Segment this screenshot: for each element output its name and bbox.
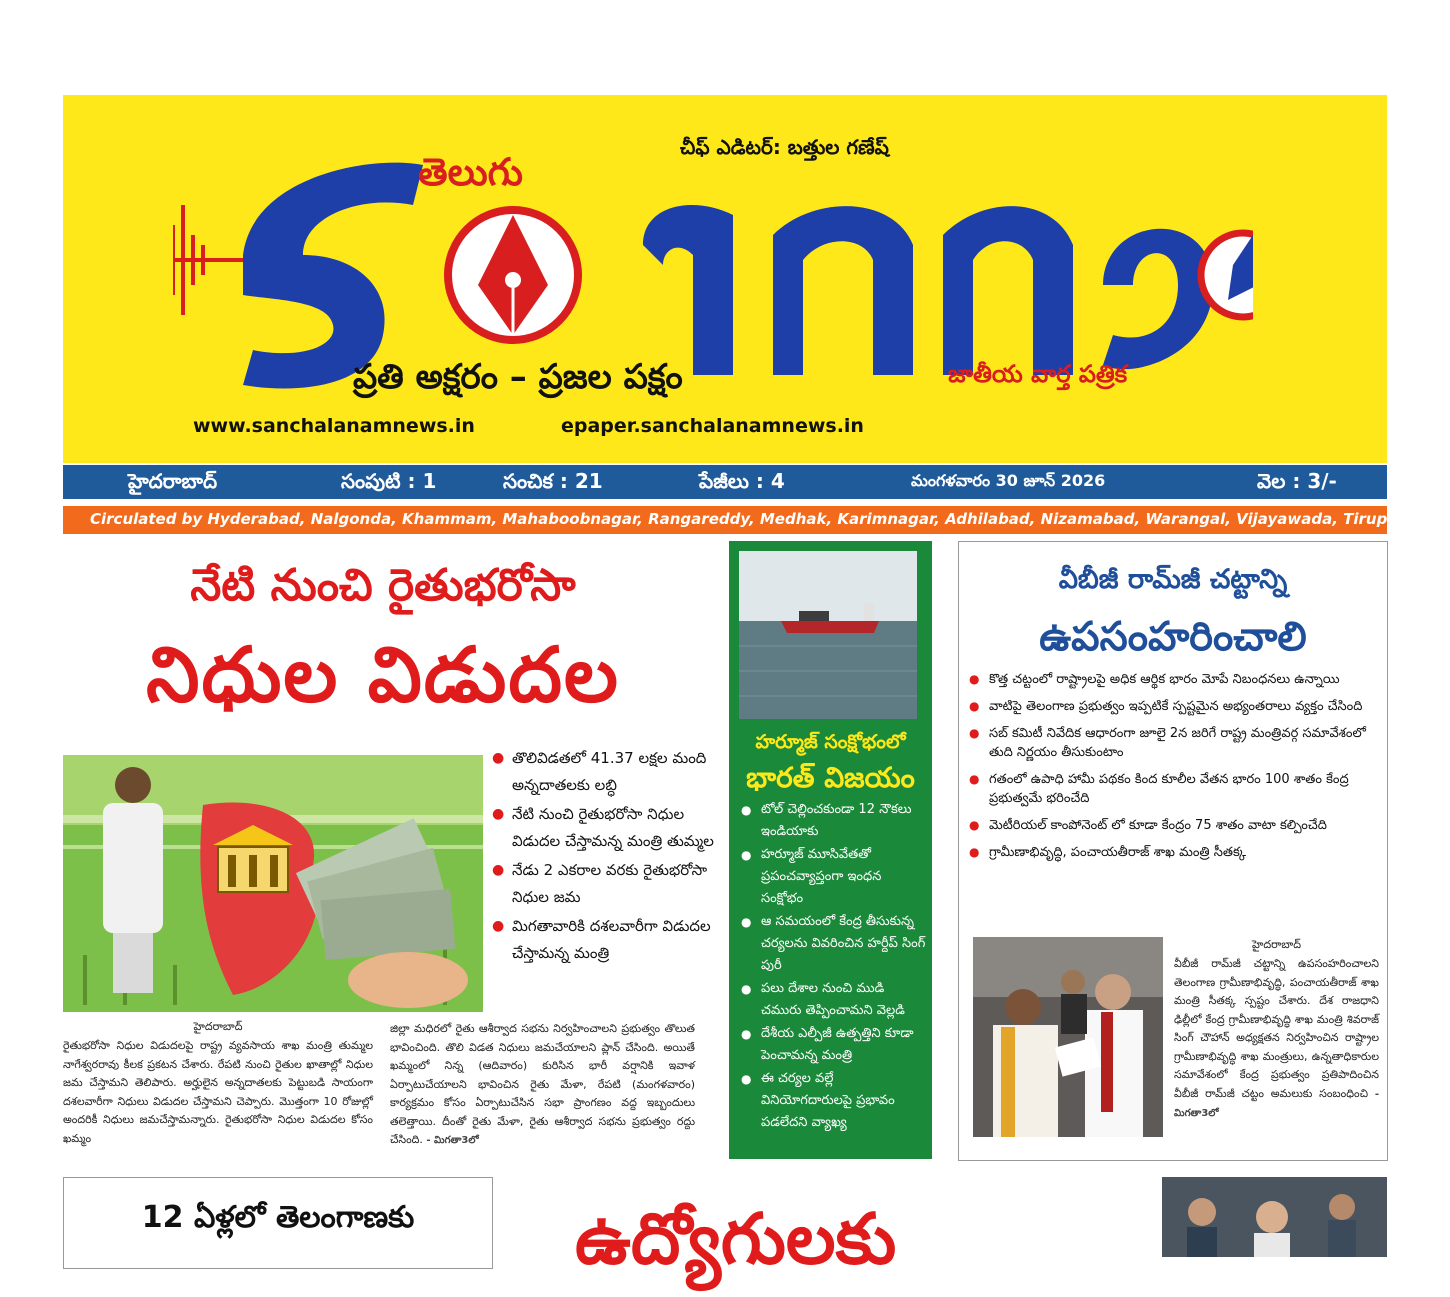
masthead-national-label: జాతీయ వార్త పత్రిక (948, 360, 1128, 388)
lead-bullets (490, 745, 715, 969)
pen-nib-circle-icon (1201, 205, 1253, 317)
circulation-text: Circulated by Hyderabad, Nalgonda, Khammam, Mahaboobnagar, Rangareddy, Medhak, Karimnagar, Adhilabad, Nizamabad, Warangal, Vijayawada, Tirupathi (90, 510, 1421, 528)
lead-body-col1: రైతుభరోసా నిధుల విడుదలపై రాష్ట్ర వ్యవసాయ శాఖ మంత్రి తుమ్మల నాగేశ్వరరావు కీలక ప్రకటన చేశారు. రేపటి నుంచి రైతుల ఖాతాల్లో నిధుల జమ చేస్తామని తెలిపారు. అర్హులైన అన్నదాతలకు పెట్టుబడి సాయంగా దశలవారీగా నిధులు విడుదల చేస్తామని చెప్పారు. మొత్తంగా 10 రోజుల్లో అందరికీ నిధులు జమచేస్తామన్నారు. రైతుభరోసా నిధుల విడుదల కోసం ఖమ్మం (63, 1039, 373, 1145)
lead-body-col2 (390, 1020, 695, 1151)
ship-photo (739, 551, 917, 719)
list-item: ● తొలివిడతలో 41.37 లక్షల మంది అన్నదాతలకు లబ్ధి (490, 745, 715, 799)
lead-dateline: హైదరాబాద్ (193, 1020, 243, 1033)
masthead-tagline: ప్రతి అక్షరం – ప్రజల పక్షం (353, 357, 683, 397)
list-item: ● నేడు 2 ఎకరాల వరకు రైతుభరోసా నిధుల జమ (490, 857, 715, 911)
list-item: ● గ్రామీణాభివృద్ధి, పంచాయతీరాజ్ శాఖ మంత్రి సీతక్క (967, 843, 1377, 862)
lead-headline-line2: నిధుల విడుదల (146, 630, 620, 719)
right-body-text: వీబీజీ రామ్‌జీ చట్టాన్ని ఉపసంహరించాలని తెలంగాణ గ్రామీణాభివృద్ధి, పంచాయతీరాజ్ శాఖ మంత్రి సీతక్క స్పష్టం చేశారు. దేశ రాజధాని ఢిల్లీలో కేంద్ర గ్రామీణాభివృద్ధి శాఖ మంత్రి శివరాజ్ సింగ్ చౌహాన్ అధ్యక్షతన నిర్వహించిన రాష్ట్రాల గ్రామీణాభివృద్ధి శాఖ మంత్రులు, ఉన్నతాధికారుల సమావేశంలో కేంద్ర ప్రభుత్వం ప్రతిపాదించిన వీబీజీ రామ్‌జీ చట్టం అమలుకు సంబంధించి (1174, 957, 1379, 1100)
right-dateline: హైదరాబాద్ (1252, 938, 1301, 951)
green-headline-line2: భారత్ విజయం (746, 761, 915, 794)
masthead-brush-letters (243, 163, 1213, 389)
issue-date: మంగళవారం 30 జూన్ 2026 (911, 471, 1106, 490)
bottom-center-headline: ఉద్యోగులకు (575, 1198, 897, 1280)
pen-nib-icon (448, 210, 578, 340)
bottom-left-headline: 12 ఏళ్లలో తెలంగాణకు (141, 1200, 415, 1235)
right-body (1174, 955, 1379, 1124)
bottom-left-story (63, 1177, 493, 1269)
list-item: ● టోల్ చెల్లించకుండా 12 నౌకలు ఇండియాకు (737, 799, 927, 843)
list-item: ● ఈ చర్యల వల్లే వినియోగదారులపై ప్రభావం పడలేదని వ్యాఖ్య (737, 1068, 927, 1134)
bottom-right-photo (1162, 1177, 1387, 1257)
list-item: ● మెటీరియల్ కాంపోనెంట్ లో కూడా కేంద్రం 75 శాతం వాటా కల్పించేది (967, 816, 1377, 835)
lead-headline-line1: నేటి నుంచి రైతుభరోసా (190, 560, 576, 611)
continued-link[interactable]: - మిగతా3లో (426, 1135, 479, 1146)
website-link[interactable]: www.sanchalanamnews.in (193, 415, 475, 437)
epaper-link[interactable]: epaper.sanchalanamnews.in (561, 415, 864, 437)
volume-number: సంపుటి : 1 (341, 469, 437, 493)
masthead (63, 95, 1387, 463)
list-item: ● గతంలో ఉపాధి హామీ పథకం కింద కూలీల వేతన భారం 100 శాతం కేంద్ర ప్రభుత్వమే భరించేది (967, 770, 1377, 808)
right-headline-line1: వీబీజీ రామ్‌జీ చట్టాన్ని (1058, 564, 1288, 595)
issue-number: సంచిక : 21 (503, 469, 603, 493)
right-bullets (967, 670, 1377, 870)
list-item: ● నేటి నుంచి రైతుభరోసా నిధుల విడుదల చేస్తామన్న మంత్రి తుమ్మల (490, 801, 715, 855)
list-item: ● హర్మూజ్ మూసివేతతో ప్రపంచవ్యాప్తంగా ఇంధన సంక్షోభం (737, 844, 927, 910)
list-item: ● సబ్ కమిటీ నివేదిక ఆధారంగా జూలై 2న జరిగే రాష్ట్ర మంత్రివర్గ సమావేశంలో తుది నిర్ణయం తీసుకుంటాం (967, 724, 1377, 762)
continued-link[interactable]: - మిగతా3లో (1174, 1088, 1379, 1119)
masthead-prefix: తెలుగు (418, 150, 523, 194)
list-item: ● వాటిపై తెలంగాణ ప్రభుత్వం ఇప్పటికే స్పష్టమైన అభ్యంతరాలు వ్యక్తం చేసింది (967, 697, 1377, 716)
lead-body-col2-text: జిల్లా మధిరలో రైతు ఆశీర్వాద సభను నిర్వహించాలని ప్రభుత్వం తొలుత భావించింది. తొలి విడత నిధులు జమచేయాలని ప్లాన్ చేసింది. అయితే ఖమ్మంలో నిన్న (ఆదివారం) కురిసిన భారీ వర్షానికి ఇవాళ ఏర్పాటుచేయాలని భావించిన రైతు మేళా, రేపటి (మంగళవారం) కార్యక్రమం కోసం ఏర్పాటుచేసిన సభా ప్రాంగణం వద్ద ఇబ్బందులు తలెత్తాయి. దీంతో రైతు మేళా, రైతు ఆశీర్వాద సభను ప్రభుత్వం రద్దు చేసింది. (390, 1022, 695, 1146)
ministers-meeting-photo (973, 937, 1163, 1137)
list-item: ● దేశీయ ఎల్పీజీ ఉత్పత్తిని కూడా పెంచామన్న మంత్రి (737, 1023, 927, 1067)
green-bullets (737, 799, 927, 1135)
lead-photo-farmers (63, 755, 483, 1012)
green-headline-line1: హర్మూజ్ సంక్షోభంలో (755, 731, 906, 753)
right-headline-line2: ఉపసంహరించాలి (1039, 614, 1307, 660)
list-item: ● పలు దేశాల నుంచి ముడి చమురు తెప్పించామని వెల్లడి (737, 978, 927, 1022)
info-bar (63, 465, 1387, 499)
list-item: ● ఆ సమయంలో కేంద్ర తీసుకున్న చర్యలను వివరించిన హర్దీప్ సింగ్ పురీ (737, 911, 927, 977)
edition-city: హైదరాబాద్ (128, 469, 218, 493)
vbg-ramji-story (958, 541, 1388, 1161)
list-item: ● కొత్త చట్టంలో రాష్ట్రాలపై అధిక ఆర్థిక భారం మోపే నిబంధనలు ఉన్నాయి (967, 670, 1377, 689)
price: వెల : 3/- (1257, 469, 1337, 493)
chief-editor: చీఫ్ ఎడిటర్: బత్తుల గణేష్ (680, 135, 889, 159)
circulation-bar (63, 506, 1421, 534)
hormuz-story (729, 541, 932, 1159)
page-count: పేజీలు : 4 (699, 469, 785, 493)
list-item: ● మిగతావారికి దశలవారీగా విడుదల చేస్తామన్న మంత్రి (490, 913, 715, 967)
